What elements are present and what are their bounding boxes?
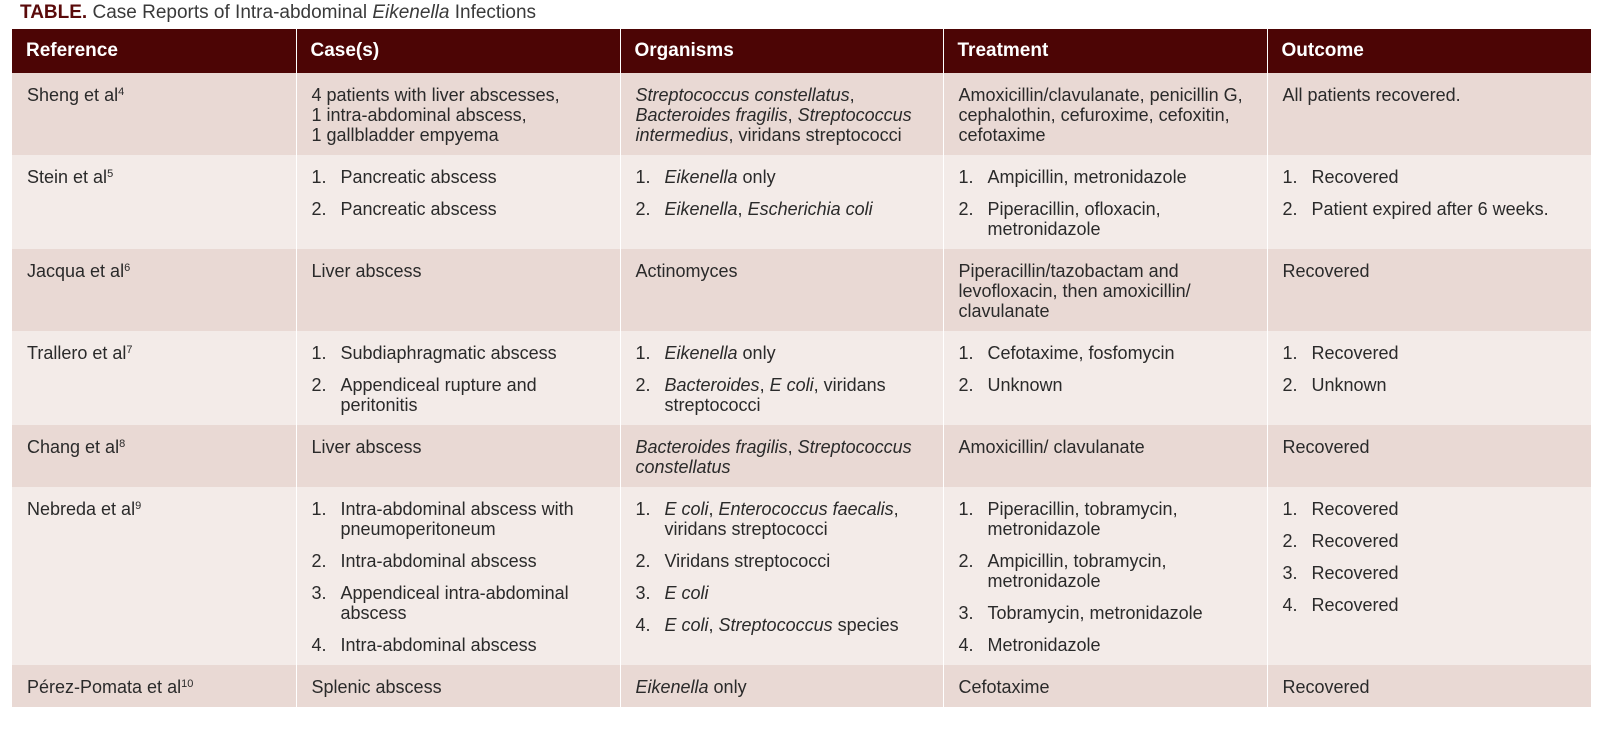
list-number: 2. [635,551,651,571]
treatment-item-text [988,375,1253,395]
table-row [12,155,1591,249]
text-segment: Intra-abdominal abscess [340,635,537,655]
outcome-list-item [1283,167,1578,187]
organisms-item-text [665,199,929,219]
cases-item-text [341,635,606,655]
treatment-list-item [959,375,1253,395]
text-segment: Liver abscess [311,437,422,457]
cases-line [312,85,606,105]
text-segment: , [849,85,855,105]
text-segment: Appendiceal intra-abdominal abscess [340,583,569,623]
text-segment: Tobramycin, metronidazole [987,603,1203,623]
cell-cases [296,331,620,425]
list-number: 4. [311,635,327,655]
cases-line [312,125,606,145]
table-row [12,73,1591,155]
reference-number: 5 [107,168,114,180]
reference-text: Nebreda et al [27,499,136,519]
text-segment: Recovered [1311,343,1399,363]
cases-line [312,677,606,697]
list-number: 4. [1282,595,1298,615]
organisms-list-item [636,375,929,415]
caption-italic: Eikenella [372,2,450,23]
text-segment: Patient expired after 6 weeks. [1311,199,1549,219]
outcome-item-text [1312,499,1578,519]
italic-text: Eikenella [664,199,738,219]
treatment-line [959,85,1253,145]
text-segment: , [759,375,770,395]
list-number: 3. [311,583,327,603]
outcome-list-item [1283,531,1578,551]
header-reference: Reference [12,29,296,73]
outcome-list [1283,343,1578,395]
treatment-list-item [959,199,1253,239]
list-number: 2. [958,551,974,571]
list-number: 2. [311,199,327,219]
reference-number: 9 [135,500,142,512]
outcome-line [1283,437,1578,457]
text-segment: Recovered [1311,595,1399,615]
text-segment: Intra-abdominal abscess [340,551,537,571]
outcome-item-text [1312,595,1578,615]
treatment-item-text [988,199,1253,239]
list-number: 2. [311,551,327,571]
reference-text: Jacqua et al [27,261,125,281]
list-number: 1. [311,167,327,187]
header-cases: Case(s) [296,29,620,73]
cell-reference [12,249,296,331]
cell-cases [296,155,620,249]
list-number: 2. [635,199,651,219]
text-segment: , viridans streptococci [664,375,886,415]
list-number: 3. [958,603,974,623]
treatment-list-item [959,499,1253,539]
cell-reference [12,73,296,155]
cell-outcome [1267,155,1591,249]
organisms-item-text [665,343,929,363]
organisms-list [636,499,929,635]
text-segment: Subdiaphragmatic abscess [340,343,557,363]
organisms-item-text [665,167,929,187]
table-row [12,249,1591,331]
cell-reference [12,487,296,665]
cases-item-text [341,499,606,539]
text-segment: Amoxicillin/clavulanate, penicillin G, cephalothin, cefuroxime, cefoxitin, cefotaxime [958,85,1243,145]
italic-text: Streptococcus [718,615,833,635]
organisms-list-item [636,199,929,219]
outcome-list-item [1283,595,1578,615]
treatment-item-text [988,343,1253,363]
cell-treatment [943,665,1267,707]
list-number: 1. [1282,343,1298,363]
table-row [12,425,1591,487]
caption-text-before: Case Reports of Intra-abdominal [87,2,373,23]
italic-text: Escherichia coli [747,199,873,219]
text-segment: 1 intra-abdominal abscess, [311,105,527,125]
italic-text: E coli [664,499,709,519]
list-number: 1. [1282,167,1298,187]
italic-text: Enterococcus faecalis [718,499,894,519]
reference-number: 10 [181,678,194,690]
outcome-item-text [1312,167,1578,187]
case-reports-table [12,29,1591,707]
reference-text: Pérez-Pomata et al [27,677,182,697]
outcome-item-text [1312,199,1578,219]
text-segment: Recovered [1311,499,1399,519]
reference-text: Chang et al [27,437,120,457]
organisms-list [636,343,929,415]
outcome-item-text [1312,375,1578,395]
cell-outcome [1267,425,1591,487]
text-segment: Unknown [1311,375,1387,395]
text-segment: , [708,615,719,635]
text-segment: Piperacillin, tobramycin, metronidazole [987,499,1178,539]
text-segment: Cefotaxime, fosfomycin [987,343,1175,363]
text-segment: Recovered [1311,563,1399,583]
treatment-item-text [988,167,1253,187]
list-number: 2. [958,199,974,219]
reference-number: 6 [124,262,131,274]
cell-cases [296,665,620,707]
reference-number: 7 [126,344,133,356]
cases-list [312,167,606,219]
list-number: 1. [311,499,327,519]
outcome-list [1283,167,1578,219]
cell-organisms [620,665,943,707]
text-segment: Piperacillin, ofloxacin, metronidazole [987,199,1161,239]
caption-lead: TABLE. [20,2,88,23]
cell-reference [12,425,296,487]
cell-organisms [620,425,943,487]
cases-list-item [312,167,606,187]
reference-text: Sheng et al [27,85,119,105]
list-number: 2. [1282,531,1298,551]
cases-line [312,437,606,457]
header-row [12,29,1591,73]
list-number: 1. [958,167,974,187]
cell-reference [12,331,296,425]
cell-treatment [943,249,1267,331]
treatment-list [959,167,1253,239]
text-segment: Ampicillin, tobramycin, metronidazole [987,551,1167,591]
cell-outcome [1267,331,1591,425]
text-segment: Ampicillin, metronidazole [987,167,1187,187]
cell-treatment [943,331,1267,425]
text-segment: Metronidazole [987,635,1101,655]
organisms-list-item [636,551,929,571]
text-segment: , [708,499,719,519]
treatment-list [959,499,1253,655]
cases-item-text [341,167,606,187]
text-segment: Intra-abdominal abscess with pneumoperitoneum [340,499,574,539]
text-segment: Recovered [1282,437,1370,457]
cases-item-text [341,343,606,363]
text-segment: Recovered [1311,531,1399,551]
cases-list-item [312,583,606,623]
list-number: 3. [635,583,651,603]
outcome-list-item [1283,563,1578,583]
header-outcome: Outcome [1267,29,1591,73]
cases-line [312,105,606,125]
list-number: 1. [958,343,974,363]
cases-list-item [312,499,606,539]
organisms-line [636,85,929,145]
list-number: 2. [1282,199,1298,219]
cases-list [312,499,606,655]
text-segment: Splenic abscess [311,677,442,697]
outcome-line [1283,261,1578,281]
text-segment: Cefotaxime [958,677,1050,697]
treatment-list-item [959,343,1253,363]
outcome-line [1283,85,1578,105]
list-number: 1. [635,343,651,363]
cases-item-text [341,375,606,415]
cell-outcome [1267,73,1591,155]
cell-outcome [1267,665,1591,707]
organisms-item-text [665,551,929,571]
cell-outcome [1267,487,1591,665]
organisms-item-text [665,583,929,603]
outcome-item-text [1312,343,1578,363]
organisms-list-item [636,167,929,187]
table-caption [20,0,536,26]
treatment-item-text [988,499,1253,539]
cases-list-item [312,343,606,363]
organisms-list-item [636,583,929,603]
cell-cases [296,425,620,487]
treatment-list-item [959,551,1253,591]
list-number: 1. [311,343,327,363]
text-segment: 4 patients with liver abscesses, [311,85,560,105]
cell-cases [296,487,620,665]
list-number: 1. [1282,499,1298,519]
italic-text: Eikenella [664,343,738,363]
cell-organisms [620,155,943,249]
text-segment: only [737,167,776,187]
cases-list [312,343,606,415]
cases-list-item [312,375,606,415]
italic-text: E coli [664,615,709,635]
header-treatment: Treatment [943,29,1267,73]
list-number: 3. [1282,563,1298,583]
text-segment: Actinomyces [635,261,738,281]
cell-treatment [943,425,1267,487]
outcome-list [1283,499,1578,615]
italic-text: Streptococcus intermedius [635,105,912,145]
outcome-list-item [1283,375,1578,395]
text-segment: Recovered [1311,167,1399,187]
cell-treatment [943,73,1267,155]
text-segment: 1 gallbladder empyema [311,125,499,145]
cell-reference [12,155,296,249]
text-segment: All patients recovered. [1282,85,1461,105]
cell-cases [296,249,620,331]
reference-text: Trallero et al [27,343,127,363]
reference-number: 4 [118,86,125,98]
text-segment: Recovered [1282,677,1370,697]
text-segment: Pancreatic abscess [340,199,497,219]
treatment-list-item [959,603,1253,623]
table-row [12,331,1591,425]
text-segment: , [787,105,798,125]
treatment-line [959,677,1253,697]
organisms-item-text [665,615,929,635]
cases-line [312,261,606,281]
cell-treatment [943,487,1267,665]
text-segment: Appendiceal rupture and peritonitis [340,375,537,415]
treatment-item-text [988,635,1253,655]
text-segment: Unknown [987,375,1063,395]
italic-text: Streptococcus constellatus [635,85,850,105]
cases-list-item [312,199,606,219]
organisms-list [636,167,929,219]
text-segment: Amoxicillin/ clavulanate [958,437,1145,457]
cell-organisms [620,331,943,425]
organisms-line [636,677,929,697]
text-segment: Liver abscess [311,261,422,281]
organisms-item-text [665,499,929,539]
italic-text: Bacteroides fragilis [635,105,788,125]
list-number: 4. [635,615,651,635]
italic-text: Streptococcus constellatus [635,437,912,477]
text-segment: only [737,343,776,363]
outcome-item-text [1312,563,1578,583]
outcome-list-item [1283,199,1578,219]
outcome-line [1283,677,1578,697]
table-row [12,665,1591,707]
treatment-line [959,437,1253,457]
italic-text: Eikenella [635,677,709,697]
italic-text: E coli [664,583,709,603]
table-row [12,487,1591,665]
cell-outcome [1267,249,1591,331]
cases-list-item [312,551,606,571]
treatment-list-item [959,635,1253,655]
cases-item-text [341,199,606,219]
list-number: 2. [1282,375,1298,395]
list-number: 2. [958,375,974,395]
italic-text: E coli [769,375,814,395]
reference-number: 8 [119,438,126,450]
treatment-list [959,343,1253,395]
cell-organisms [620,487,943,665]
italic-text: Eikenella [664,167,738,187]
italic-text: Bacteroides fragilis [635,437,788,457]
cases-list-item [312,635,606,655]
text-segment: , [737,199,748,219]
text-segment: Viridans streptococci [664,551,831,571]
list-number: 2. [635,375,651,395]
text-segment: only [708,677,747,697]
cell-organisms [620,249,943,331]
treatment-list-item [959,167,1253,187]
cell-organisms [620,73,943,155]
organisms-list-item [636,343,929,363]
outcome-list-item [1283,499,1578,519]
list-number: 1. [635,167,651,187]
list-number: 1. [635,499,651,519]
text-segment: , [787,437,798,457]
caption-text-after: Infections [449,2,537,23]
text-segment: , viridans streptococci [664,499,899,539]
text-segment: Pancreatic abscess [340,167,497,187]
treatment-line [959,261,1253,321]
cell-cases [296,73,620,155]
cell-treatment [943,155,1267,249]
list-number: 2. [311,375,327,395]
treatment-item-text [988,551,1253,591]
text-segment: species [832,615,899,635]
organisms-list-item [636,499,929,539]
treatment-item-text [988,603,1253,623]
outcome-item-text [1312,531,1578,551]
cases-item-text [341,551,606,571]
organisms-line [636,437,929,477]
cell-reference [12,665,296,707]
text-segment: Recovered [1282,261,1370,281]
organisms-item-text [665,375,929,415]
header-organisms: Organisms [620,29,943,73]
organisms-line [636,261,929,281]
italic-text: Bacteroides [664,375,760,395]
list-number: 4. [958,635,974,655]
cases-item-text [341,583,606,623]
list-number: 1. [958,499,974,519]
reference-text: Stein et al [27,167,108,187]
text-segment: , viridans streptococci [728,125,902,145]
table-body [12,73,1591,707]
organisms-list-item [636,615,929,635]
outcome-list-item [1283,343,1578,363]
text-segment: Piperacillin/tazobactam and levofloxacin, then amoxicillin/ clavulanate [958,261,1191,321]
